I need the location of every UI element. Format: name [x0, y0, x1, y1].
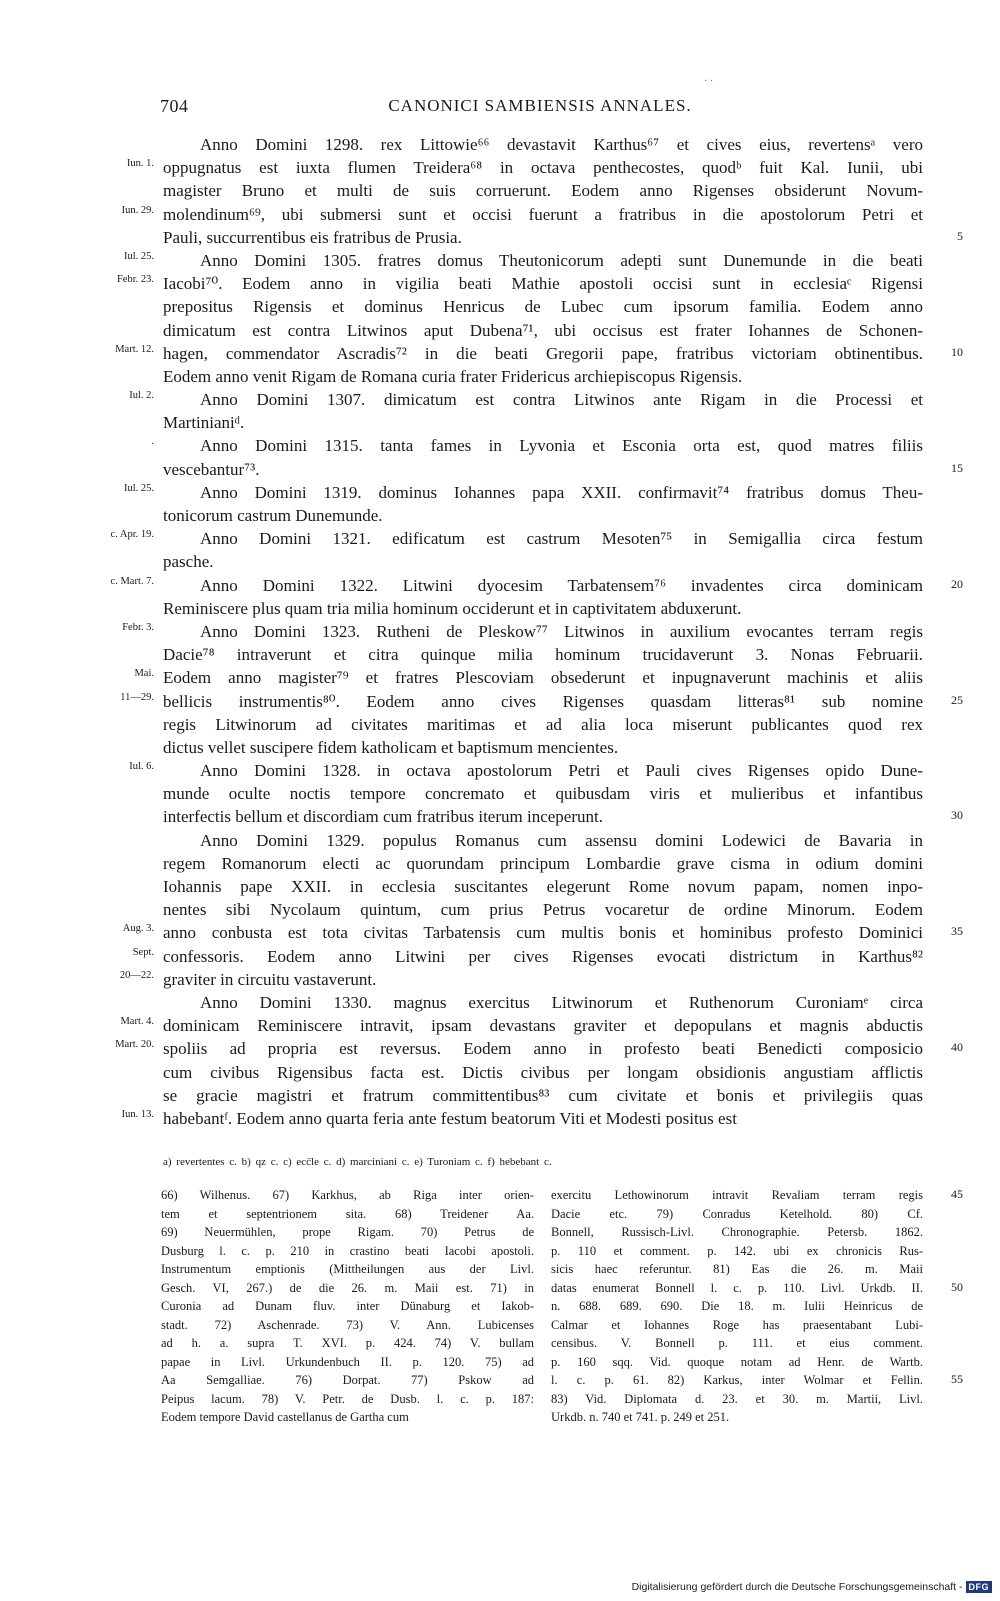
footnote-line — [0, 1223, 1000, 1242]
text-line — [0, 1107, 1000, 1130]
footnote-line — [0, 1408, 1000, 1427]
footnote-right-column: Dacie etc. 79) Conradus Ketelhold. 80) Cf. — [551, 1206, 923, 1221]
footnote-right-column: Urkdb. n. 740 et 741. p. 249 et 251. — [551, 1410, 730, 1424]
text-line — [0, 921, 1000, 944]
text-line — [0, 295, 1000, 318]
text-line — [0, 666, 1000, 689]
footnote-left-column: Gesch. VI, 267.) de die 26. m. Maii est. 71) in — [161, 1280, 534, 1295]
text-line — [0, 759, 1000, 782]
line-number: 25 — [951, 692, 963, 707]
text-line — [0, 527, 1000, 550]
text-line — [0, 805, 1000, 828]
margin-date: Iun. 1. — [126, 158, 154, 170]
footnote-right-column: Calmar et Iohannes Roge has praesentabant Lubi- — [551, 1317, 923, 1332]
line-number: 45 — [951, 1187, 963, 1201]
line-text: Anno Domini 1328. in octava apostolorum Petri et Pauli cives Rigenses opido Dune- — [200, 761, 923, 781]
line-text: bellicis instrumentis⁸⁰. Eodem anno cives Rigenses quasdam litteras⁸¹ sub nomine — [163, 691, 923, 711]
main-text — [0, 133, 1000, 1130]
text-line — [0, 829, 1000, 852]
line-text: regem Romanorum electi ac quorundam principum Lombardie grave cisma in odium domini — [163, 853, 923, 873]
footnote-left-column: Dusburg l. c. p. 210 in crastino beati Iacobi apostoli. — [161, 1243, 534, 1258]
text-line — [0, 875, 1000, 898]
page-number: 704 — [160, 96, 189, 116]
line-number: 5 — [957, 228, 963, 243]
text-line — [0, 458, 1000, 481]
footnote-line — [0, 1334, 1000, 1353]
text-line — [0, 968, 1000, 991]
text-line — [0, 782, 1000, 805]
line-text: confessoris. Eodem anno Litwini per cives Rigenses evocati districtum in Karthus⁸² — [163, 946, 923, 966]
footnote-right-column: sicis haec referuntur. 81) Eas die 26. m. Maii — [551, 1262, 923, 1276]
line-text: se gracie magistri et fratrum committentibus⁸³ cum civitate et bonis et privilegiis quas — [163, 1085, 923, 1105]
margin-date: Febr. 23. — [116, 274, 154, 286]
footnote-right-column: datas enumerat Bonnell l. c. p. 110. Livl. Urkdb. II. — [551, 1280, 923, 1295]
text-line — [0, 249, 1000, 272]
footnote-right-column: l. c. p. 61. 82) Karkus, inter Wolmar et Fellin. — [551, 1373, 923, 1387]
line-text: Anno Domini 1298. rex Littowie⁶⁶ devastavit Karthus⁶⁷ et cives eius, revertensᵃ vero — [200, 135, 923, 154]
footnote-line — [0, 1186, 1000, 1205]
line-text: Anno Domini 1329. populus Romanus cum assensu domini Lodewici de Bavaria in — [200, 830, 923, 850]
text-line — [0, 1084, 1000, 1107]
margin-date: Sept. — [132, 946, 154, 958]
text-line — [0, 133, 1000, 156]
margin-date: Iul. 25. — [123, 250, 154, 262]
page-header — [160, 96, 920, 120]
footnote-right-column: censibus. V. Bonnell p. 111. et eius comment. — [551, 1336, 923, 1350]
footnote-line — [0, 1279, 1000, 1298]
line-number: 55 — [951, 1372, 963, 1386]
text-line — [0, 504, 1000, 527]
margin-date: Mart. 4. — [120, 1016, 154, 1028]
margin-date: Aug. 3. — [122, 923, 154, 935]
line-text: Reminiscere plus quam tria milia hominum occiderunt et in captivitatem abduxerunt. — [163, 598, 742, 618]
line-text: prepositus Rigensis et dominus Henricus de Lubec cum ipsorum familia. Eodem anno — [163, 297, 923, 317]
footnote-left-column: Aa Semgalliae. 76) Dorpat. 77) Pskow ad — [161, 1373, 534, 1387]
line-text: Anno Domini 1323. Rutheni de Pleskow⁷⁷ Litwinos in auxilium evocantes terram regis — [200, 621, 923, 641]
text-line — [0, 643, 1000, 666]
text-line — [0, 388, 1000, 411]
text-line — [0, 1014, 1000, 1037]
footnote-line — [0, 1297, 1000, 1316]
footnote-right-column: 83) Vid. Diplomata d. 23. et 30. m. Martii, Livl. — [551, 1391, 923, 1406]
footnote-left-column: tem et septentrionem sita. 68) Treidener Aa. — [161, 1206, 534, 1221]
margin-date: 20—22. — [119, 969, 154, 981]
line-text: dominicam Reminiscere intravit, ipsam devastans graviter et depopulans et magnis abductis — [163, 1016, 923, 1036]
line-text: oppugnatus est iuxta flumen Treidera⁶⁸ in octava penthecostes, quodᵇ fuit Kal. Iunii, ubi — [163, 158, 923, 178]
line-text: Pauli, succurrentibus eis fratribus de Prusia. — [163, 227, 462, 247]
text-line — [0, 179, 1000, 202]
line-text: cum civibus Rigensibus facta est. Dictis civibus per longam obsidionis angustiam afflictis — [163, 1062, 923, 1082]
line-text: molendinum⁶⁹, ubi submersi sunt et occisi fuerunt a fratribus in die apostolorum Petri et — [163, 204, 923, 224]
dfg-logo: DFG — [966, 1581, 993, 1593]
text-line — [0, 272, 1000, 295]
footnote-line — [0, 1371, 1000, 1390]
margin-date: Mai. — [134, 668, 154, 680]
footnote-line — [0, 1316, 1000, 1335]
footnote-left-column: papae in Livl. Urkundenbuch II. p. 120. 75) ad — [161, 1354, 534, 1369]
line-text: habebantᶠ. Eodem anno quarta feria ante festum beatorum Viti et Modesti positus est — [163, 1108, 737, 1128]
line-text: Martinianiᵈ. — [163, 413, 245, 433]
text-line — [0, 550, 1000, 573]
text-line — [0, 574, 1000, 597]
margin-date: Mart. 20. — [115, 1039, 154, 1051]
variant-readings: a) revertentes c. b) qz c. c) ecc̄le c. d) marciniani c. e) Turoniam c. f) hebebant c. — [163, 1156, 552, 1168]
running-title: CANONICI SAMBIENSIS ANNALES. — [388, 96, 692, 115]
line-number: 30 — [951, 808, 963, 823]
line-text: Dacie⁷⁸ intraverunt et citra quinque milia hominum trucidaverunt 3. Nonas Februarii. — [163, 645, 923, 665]
margin-date: . — [151, 436, 154, 448]
footnote-right-column: exercitu Lethowinorum intravit Revaliam terram regis — [551, 1188, 923, 1202]
line-text: Anno Domini 1322. Litwini dyocesim Tarbatensem⁷⁶ invadentes circa dominicam — [200, 575, 923, 595]
text-line — [0, 156, 1000, 179]
text-line — [0, 342, 1000, 365]
margin-date: 11—29. — [120, 691, 154, 703]
footnote-right-column: n. 688. 689. 690. Die 18. m. Iulii Heinricus de — [551, 1299, 923, 1313]
line-number: 50 — [951, 1279, 963, 1294]
text-line — [0, 481, 1000, 504]
footnote-left-column: 69) Neuermühlen, prope Rigam. 70) Petrus de — [161, 1225, 534, 1239]
text-line — [0, 411, 1000, 434]
text-line — [0, 434, 1000, 457]
footnote-left-column: stadt. 72) Aschenrade. 73) V. Ann. Lubicenses — [161, 1317, 534, 1332]
text-line — [0, 226, 1000, 249]
line-text: dimicatum est contra Litwinos aput Dubena⁷¹, ubi occisus est frater Iohannes de Schonen- — [163, 320, 923, 340]
line-text: interfectis bellum et discordiam cum fratribus iterum inceperunt. — [163, 807, 603, 827]
text-line — [0, 852, 1000, 875]
text-line — [0, 713, 1000, 736]
line-text: Anno Domini 1307. dimicatum est contra Litwinos ante Rigam in die Processi et — [200, 390, 923, 410]
footnote-line — [0, 1205, 1000, 1224]
footnote-line — [0, 1260, 1000, 1279]
line-text: Anno Domini 1319. dominus Iohannes papa XXII. confirmavit⁷⁴ fratribus domus Theu- — [200, 482, 923, 502]
footnote-left-column: Curonia ad Dunam fluv. inter Dünaburg et Iakob- — [161, 1299, 534, 1313]
scan-speck: · · — [704, 76, 714, 87]
text-line — [0, 365, 1000, 388]
line-text: munde oculte noctis tempore concremato et quibusdam viris et mulieribus et infantibus — [163, 784, 923, 804]
footnote-line — [0, 1390, 1000, 1409]
margin-date: Iul. 2. — [129, 390, 154, 402]
line-text: regis Litwinorum ad civitates maritimas et ad alia loca miserunt publicantes quod rex — [163, 714, 923, 734]
footnote-left-column: 66) Wilhenus. 67) Karkhus, ab Riga inter orien- — [161, 1188, 534, 1202]
margin-date: Iul. 25. — [123, 482, 154, 494]
text-line — [0, 1061, 1000, 1084]
footnote-right-column: p. 160 sqq. Vid. quoque notam ad Henr. de Wartb. — [551, 1354, 923, 1369]
line-text: Anno Domini 1305. fratres domus Theutonicorum adepti sunt Dunemunde in die beati — [200, 250, 923, 270]
margin-date: Iun. 29. — [121, 204, 154, 216]
line-text: nentes sibi Nycolaum quintum, cum prius Petrus vocaretur de ordine Minorum. Eodem — [163, 900, 923, 920]
footnote-left-column: ad h. a. supra T. XVI. p. 424. 74) V. bullam — [161, 1336, 534, 1350]
margin-date: Febr. 3. — [122, 621, 154, 633]
line-text: tonicorum castrum Dunemunde. — [163, 506, 383, 525]
text-line — [0, 945, 1000, 968]
margin-date: Mart. 12. — [115, 343, 154, 355]
footnote-line — [0, 1242, 1000, 1261]
line-text: graviter in circuitu vastaverunt. — [163, 969, 377, 989]
footnote-left-column: Eodem tempore David castellanus de Gartha cum — [161, 1410, 409, 1424]
text-line — [0, 319, 1000, 342]
text-line — [0, 736, 1000, 759]
line-text: Eodem anno magister⁷⁹ et fratres Plescoviam obsederunt et inpugnaverunt machinis et aliis — [163, 668, 923, 688]
line-text: Iohannis pape XXII. in ecclesia suscitantes elegerunt Rome novum papam, nomen inpo- — [163, 877, 923, 896]
footnote-left-column: Peipus lacum. 78) V. Petr. de Dusb. l. c. p. 187: — [161, 1391, 534, 1406]
line-text: anno conbusta est tota civitas Tarbatensis cum multis bonis et hominibus profesto Dominici — [163, 923, 923, 943]
line-text: Eodem anno venit Rigam de Romana curia frater Fridericus archiepiscopus Rigensis. — [163, 366, 743, 386]
line-text: dictus vellet suscipere fidem katholicam et baptismum mencientes. — [163, 737, 619, 757]
text-line — [0, 690, 1000, 713]
footnote-line — [0, 1353, 1000, 1372]
margin-date: Iun. 13. — [121, 1108, 154, 1120]
line-number: 40 — [951, 1040, 963, 1055]
line-text: spoliis ad propria est reversus. Eodem anno in profesto beati Benedicti composicio — [163, 1039, 923, 1059]
line-number: 35 — [951, 924, 963, 939]
line-text: Iacobi⁷⁰. Eodem anno in vigilia beati Mathie apostoli occisi sunt in ecclesiaᶜ Rigensi — [163, 274, 923, 294]
margin-date: c. Apr. 19. — [110, 529, 154, 541]
line-text: magister Bruno et multi de suis corruerunt. Eodem anno Rigenses obsiderunt Novum- — [163, 181, 923, 201]
line-text: Anno Domini 1321. edificatum est castrum Mesoten⁷⁵ in Semigallia circa festum — [200, 529, 923, 549]
footnote-left-column: Instrumentum emptionis (Mittheilungen aus der Livl. — [161, 1262, 534, 1276]
line-text: hagen, commendator Ascradis⁷² in die beati Gregorii pape, fratribus victoriam obtinentibus. — [163, 343, 923, 363]
text-line — [0, 898, 1000, 921]
text-line — [0, 620, 1000, 643]
line-text: Anno Domini 1315. tanta fames in Lyvonia et Esconia orta est, quod matres filiis — [200, 436, 923, 456]
line-number: 15 — [951, 460, 963, 475]
line-text: vescebantur⁷³. — [163, 459, 260, 479]
line-number: 20 — [951, 576, 963, 591]
text-line — [0, 597, 1000, 620]
footnote-right-column: Bonnell, Russisch-Livl. Chronographie. Petersb. 1862. — [551, 1225, 923, 1239]
line-text: pasche. — [163, 552, 214, 572]
margin-date: Iul. 6. — [129, 761, 154, 773]
footer-text: Digitalisierung gefördert durch die Deutsche Forschungsgemeinschaft - — [631, 1581, 963, 1593]
text-line — [0, 991, 1000, 1014]
footer-credit — [632, 1581, 992, 1593]
footnotes — [0, 1186, 1000, 1427]
margin-date: c. Mart. 7. — [110, 575, 154, 587]
line-number: 10 — [951, 344, 963, 359]
line-text: Anno Domini 1330. magnus exercitus Litwinorum et Ruthenorum Curoniamᵉ circa — [200, 992, 923, 1012]
text-line — [0, 203, 1000, 226]
text-line — [0, 1037, 1000, 1060]
footnote-right-column: p. 110 et comment. p. 142. ubi ex chronicis Rus- — [551, 1243, 923, 1258]
